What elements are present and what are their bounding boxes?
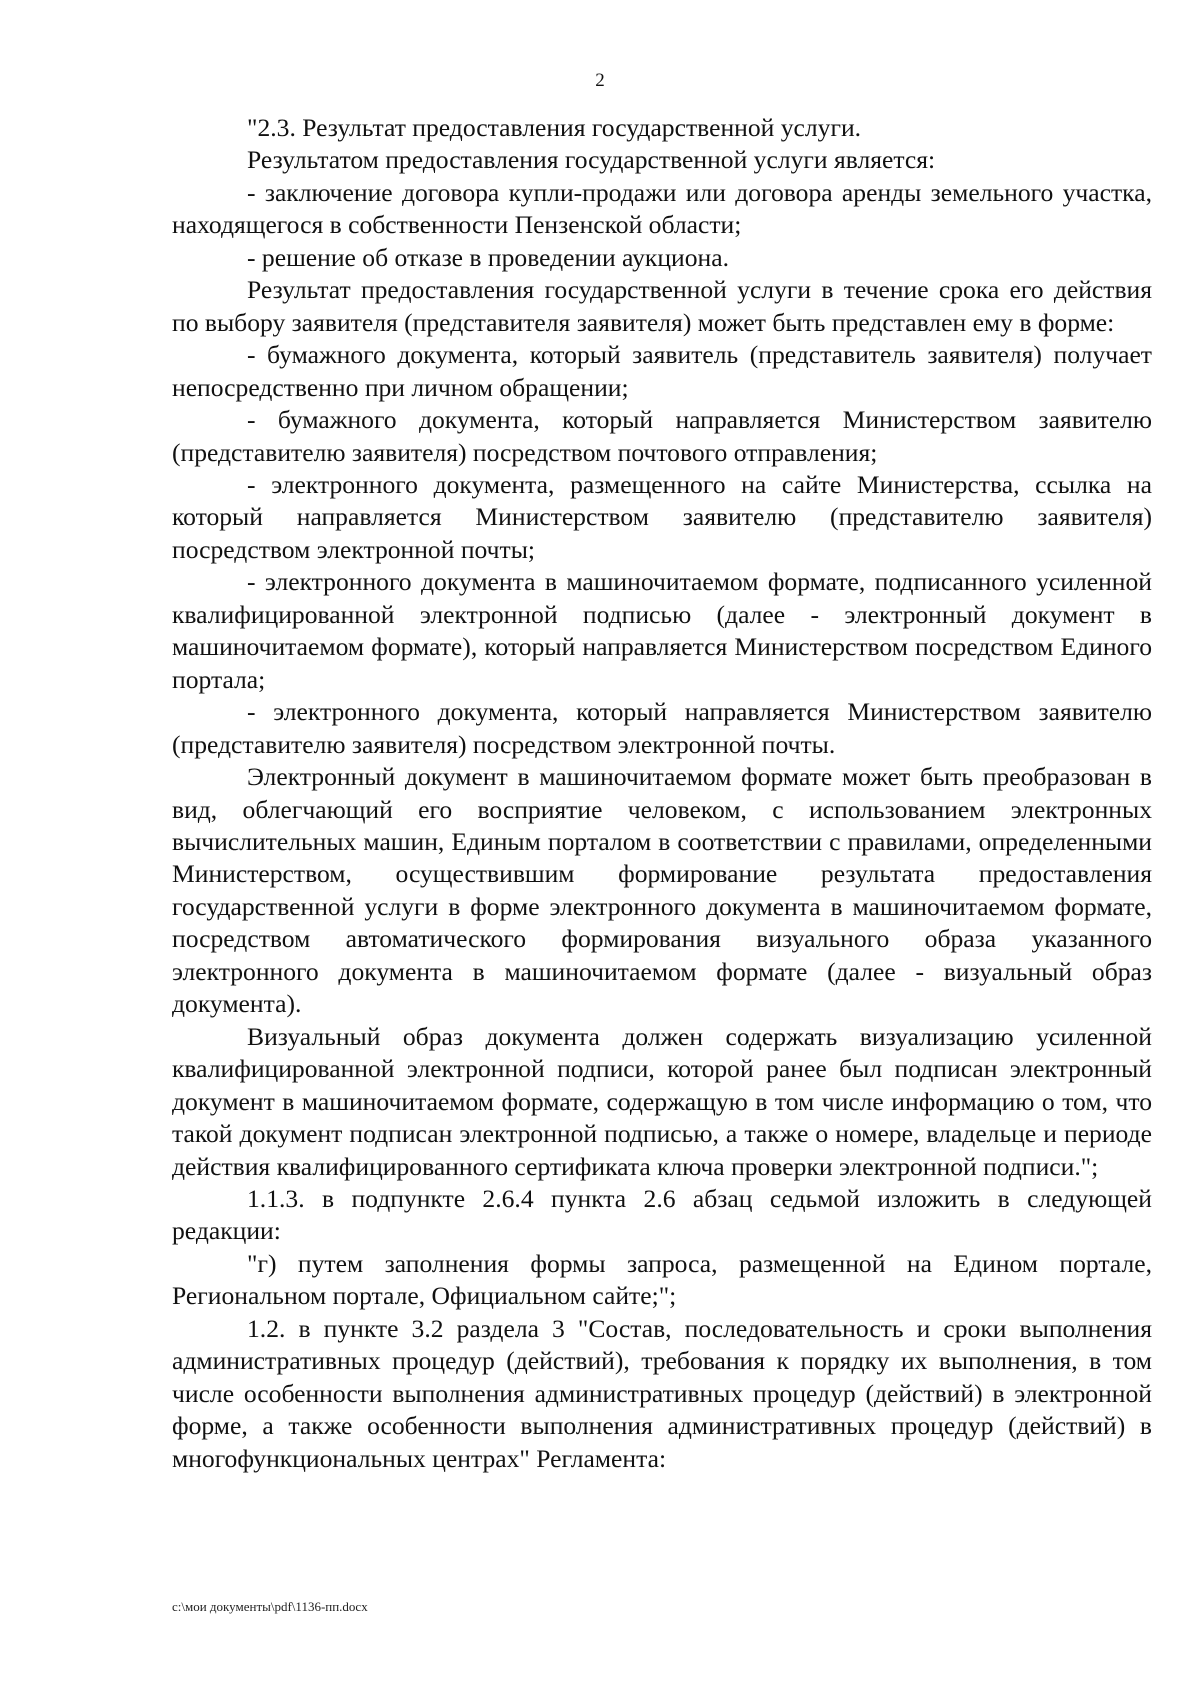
list-item: - заключение договора купли-продажи или договора аренды земельного участка, находящегося в собственности Пензенской области;	[172, 177, 1152, 240]
list-item: - бумажного документа, который направляется Министерством заявителю (представителю заявителя) посредством почтового отправления;	[172, 405, 1152, 467]
document-body	[172, 112, 1152, 1475]
paragraph-1-2: 1.2. в пункте 3.2 раздела 3 "Состав, последовательность и сроки выполнения административных процедур (действий), требования к порядку их выполнения, в том числе особенности выполнения административных процедур (действий) в электронной форме, а также особенности выполнения административных процедур (действий) в многофункциональных центрах" Регламента:	[172, 1313, 1152, 1473]
paragraph: Результат предоставления государственной услуги в течение срока его действия по выбору заявителя (представителя заявителя) может быть представлен ему в форме:	[172, 275, 1152, 337]
list-item: - решение об отказе в проведении аукциона.	[247, 242, 729, 272]
list-item: - бумажного документа, который заявитель (представитель заявителя) получает непосредственно при личном обращении;	[172, 340, 1152, 402]
paragraph: Результатом предоставления государственной услуги является:	[247, 145, 936, 175]
paragraph: Визуальный образ документа должен содержать визуализацию усиленной квалифицированной электронной подписи, которой ранее был подписан электронный документ в машиночитаемом формате, содержащую в том числе информацию о том, что такой документ подписан электронной подписью, а также о номере, владельце и периоде действия квалифицированного сертификата ключа проверки электронной подписи.";	[172, 1021, 1152, 1181]
paragraph: Электронный документ в машиночитаемом формате может быть преобразован в вид, облегчающий его восприятие человеком, с использованием электронных вычислительных машин, Единым порталом в соответствии с правилами, определенными Министерством, осуществившим формирование результата предоставления государственной услуги в форме электронного документа в машиночитаемом формате, посредством автоматического формирования визуального образа указанного электронного документа в машиночитаемом формате (далее - визуальный образ документа).	[172, 762, 1152, 1019]
list-item: - электронного документа, размещенного на сайте Министерства, ссылка на который направляется Министерством заявителю (представителю заявителя) посредством электронной почты;	[172, 469, 1152, 564]
paragraph-heading-2-3: "2.3. Результат предоставления государственной услуги.	[247, 113, 862, 142]
list-item: - электронного документа, который направляется Министерством заявителю (представителю заявителя) посредством электронной почты.	[172, 697, 1152, 759]
footer-file-path: c:\мои документы\pdf\1136-пп.docx	[172, 1599, 368, 1614]
paragraph: "г) путем заполнения формы запроса, размещенной на Едином портале, Региональном портале, Официальном сайте;";	[172, 1248, 1152, 1311]
list-item: - электронного документа в машиночитаемом формате, подписанного усиленной квалифицированной электронной подписью (далее - электронный документ в машиночитаемом формате), который направляется Министерством посредством Единого портала;	[172, 567, 1152, 694]
paragraph-1-1-3: 1.1.3. в подпункте 2.6.4 пункта 2.6 абзац седьмой изложить в следующей редакции:	[172, 1183, 1152, 1246]
page-number: 2	[595, 70, 605, 91]
